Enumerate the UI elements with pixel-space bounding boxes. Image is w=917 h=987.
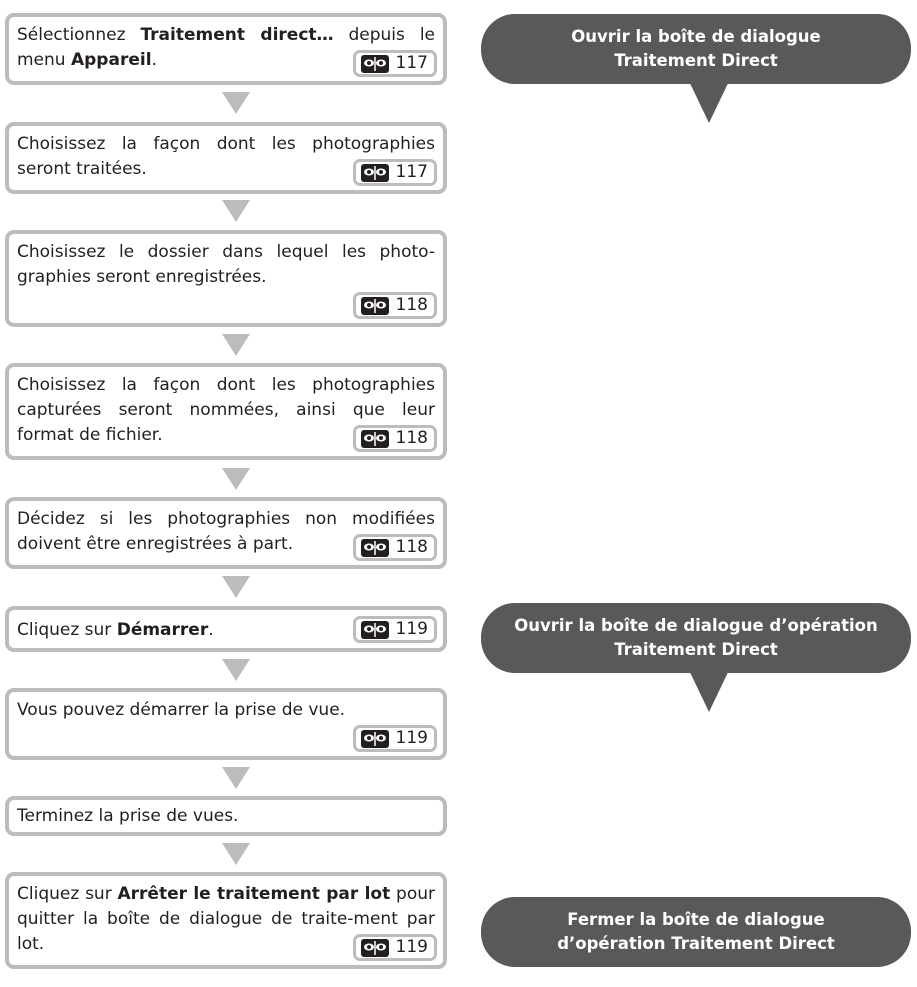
result-line: d’opération Traitement Direct	[557, 934, 835, 953]
eye-book-icon	[360, 163, 390, 183]
page-reference	[353, 159, 437, 186]
page-number: 117	[395, 162, 428, 182]
step-text: Sélectionnez Traitement direct… depuis le menu Appareil.	[17, 25, 435, 70]
flow-arrow	[222, 92, 250, 114]
eye-book-icon	[360, 620, 390, 640]
page-reference	[353, 725, 437, 752]
flow-arrow	[222, 576, 250, 598]
page-number: 118	[395, 537, 428, 557]
flow-arrow	[222, 659, 250, 681]
page-reference	[353, 534, 437, 561]
flow-arrow	[222, 468, 250, 490]
step-text: Choisissez le dossier dans lequel les photo-graphies seront enregistrées.	[17, 242, 435, 287]
step-text: Terminez la prise de vues.	[17, 806, 239, 826]
result-open-direct-dialog	[481, 14, 911, 84]
result-open-operation-dialog	[481, 603, 911, 673]
eye-book-icon	[360, 296, 390, 316]
step-choose-processing	[5, 122, 447, 194]
step-text: Cliquez sur Démarrer.	[17, 620, 214, 640]
step-text: Choisissez la façon dont les photographies seront traitées.	[17, 134, 435, 179]
step-choose-folder	[5, 230, 447, 327]
result-arrow	[687, 666, 731, 712]
page-number: 119	[395, 728, 428, 748]
step-text: Choisissez la façon dont les photographies capturées seront nommées, ainsi que leur format de fichier.	[17, 375, 435, 445]
step-finish-shooting	[5, 796, 447, 836]
step-text: Vous pouvez démarrer la prise de vue.	[17, 700, 346, 720]
eye-book-icon	[360, 54, 390, 74]
result-line: Traitement Direct	[614, 51, 778, 70]
page-reference	[353, 934, 437, 961]
step-start-shooting	[5, 688, 447, 760]
page-number: 119	[395, 619, 428, 639]
page-number: 118	[395, 428, 428, 448]
page-reference	[353, 425, 437, 452]
step-choose-naming	[5, 363, 447, 460]
page-number: 117	[395, 53, 428, 73]
eye-book-icon	[360, 429, 390, 449]
flow-arrow	[222, 843, 250, 865]
step-select-direct-processing	[5, 13, 447, 85]
result-line: Traitement Direct	[614, 640, 778, 659]
page-reference	[353, 616, 437, 643]
step-text: Décidez si les photographies non modifiées doivent être enregistrées à part.	[17, 509, 435, 554]
step-stop-batch	[5, 872, 447, 969]
result-close-operation-dialog	[481, 897, 911, 967]
page-number: 119	[395, 937, 428, 957]
page-number: 118	[395, 295, 428, 315]
flow-arrow	[222, 200, 250, 222]
page-reference	[353, 292, 437, 319]
eye-book-icon	[360, 729, 390, 749]
flow-arrow	[222, 767, 250, 789]
result-line: Fermer la boîte de dialogue	[567, 910, 825, 929]
page-reference	[353, 50, 437, 77]
step-save-unmodified	[5, 497, 447, 569]
step-click-start	[5, 606, 447, 652]
step-text: Cliquez sur Arrêter le traitement par lot pour quitter la boîte de dialogue de traite-ment par lot.	[17, 884, 435, 954]
eye-book-icon	[360, 538, 390, 558]
result-line: Ouvrir la boîte de dialogue	[571, 27, 821, 46]
result-line: Ouvrir la boîte de dialogue d’opération	[514, 616, 878, 635]
eye-book-icon	[360, 938, 390, 958]
result-arrow	[687, 77, 731, 123]
flow-arrow	[222, 334, 250, 356]
